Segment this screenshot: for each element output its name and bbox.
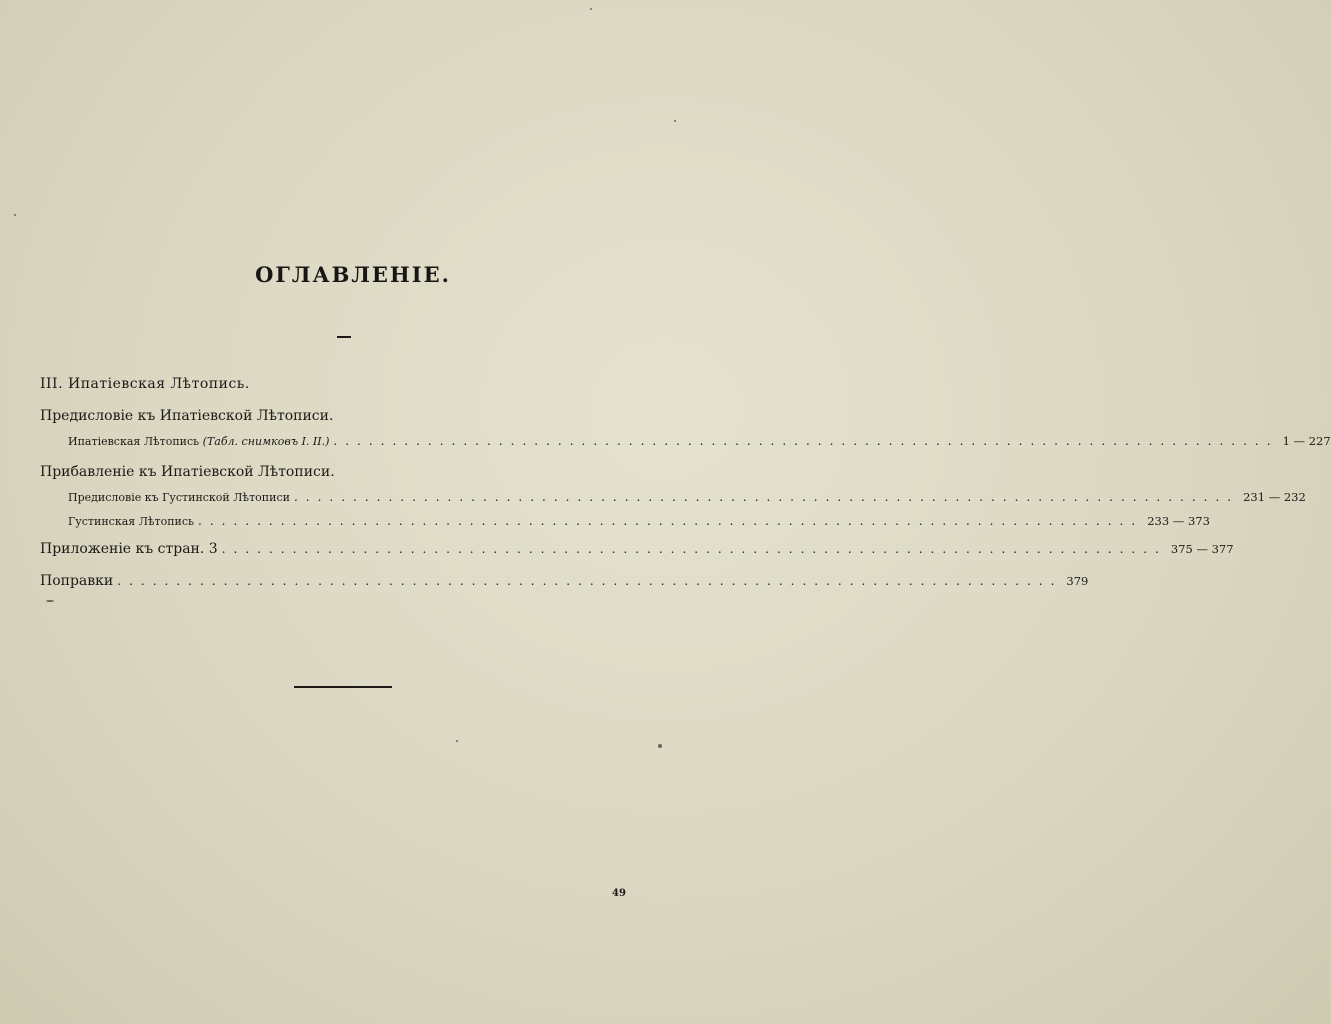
leader-dots: ................................................................................: [117, 574, 1063, 588]
paper-speck: [674, 120, 676, 122]
toc-entry-pages: 379: [1066, 574, 1089, 588]
toc-entry-pages: 375 — 377: [1170, 542, 1234, 556]
toc-entry-label: Густинская Лѣтопись: [68, 515, 195, 528]
toc-entry-corrections: [40, 573, 1089, 589]
toc-entry-ipatiev: [40, 434, 1331, 448]
title-dash: [337, 336, 351, 338]
toc-entry-pages: 233 — 373: [1147, 514, 1210, 528]
leader-dots: ................................................................................: [198, 514, 1144, 528]
toc-entry-label: Ипатіевская Лѣтопись (Табл. снимковъ I. II.): [68, 435, 330, 448]
leader-dots: ................................................................................: [221, 542, 1167, 556]
closing-rule: [294, 686, 392, 688]
toc-preface-label: Предисловіе къ Ипатіевской Лѣтописи.: [40, 408, 334, 424]
toc-entry-label: Приложеніе къ стран. 3: [40, 541, 218, 557]
toc-entry-label: Поправки: [40, 573, 114, 589]
leader-dots: ................................................................................: [293, 490, 1240, 504]
toc-entry-pages: 231 — 232: [1243, 490, 1306, 504]
paper-speck: [46, 600, 54, 602]
toc-entry-label: Предисловіе къ Густинской Лѣтописи: [68, 491, 290, 504]
toc-entry-note: (Табл. снимковъ I. II.): [202, 435, 330, 448]
toc-addition-label: Прибавленіе къ Ипатіевской Лѣтописи.: [40, 464, 335, 480]
paper-speck: [14, 214, 16, 216]
paper-speck: [456, 740, 458, 742]
toc-entry-pages: 1 — 227: [1282, 434, 1331, 448]
toc-entry-appendix: [40, 541, 1234, 557]
toc-preface-heading: [40, 408, 646, 424]
leader-dots: ................................................................................: [333, 434, 1279, 448]
toc-addition-heading: [40, 464, 646, 480]
paper-speck: [658, 744, 662, 748]
toc-entry-gustin: [40, 514, 1210, 528]
page-title: ОГЛАВЛЕНІЕ.: [255, 262, 451, 287]
toc-part-label: III. Ипатіевская Лѣтопись.: [40, 376, 250, 392]
toc-entry-gustin-preface: [40, 490, 1306, 504]
paper-speck: [590, 8, 592, 10]
page-number: 49: [612, 888, 626, 899]
toc-part-heading: [40, 376, 646, 392]
